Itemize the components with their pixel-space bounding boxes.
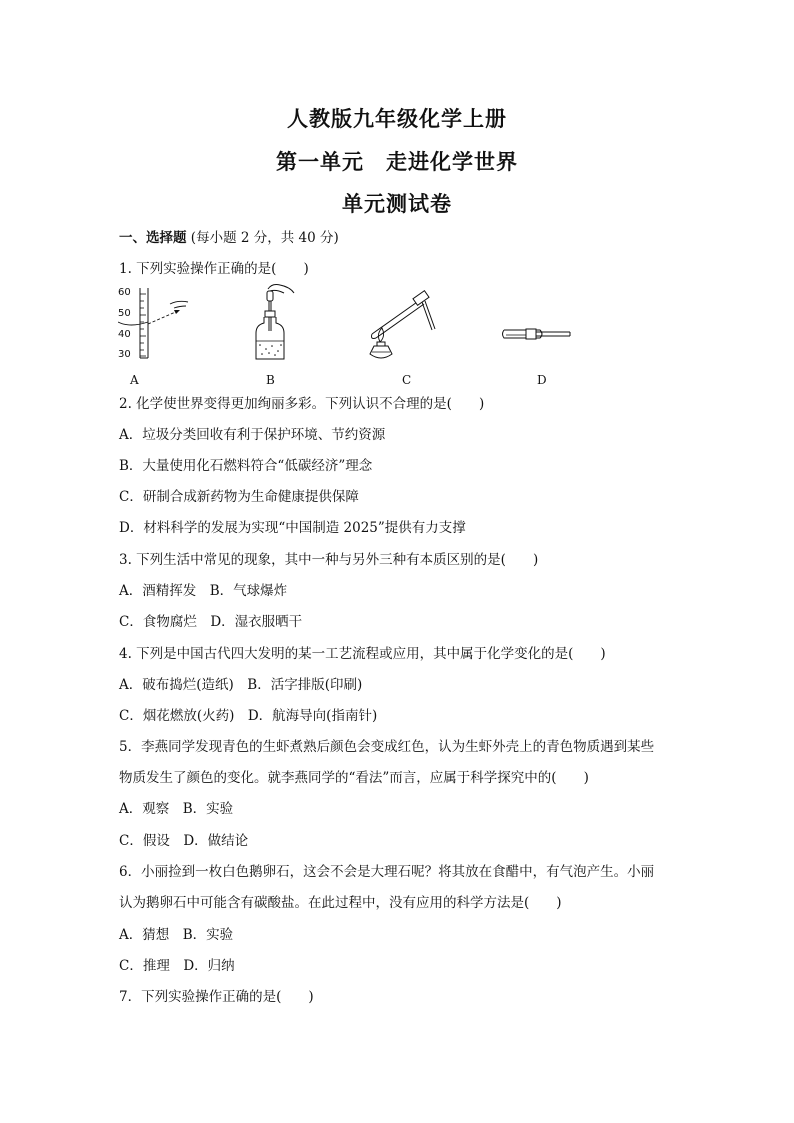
question-4-options-cd: C．烟花燃放(火药) D．航海导向(指南针) bbox=[119, 708, 378, 724]
figure-label-b: B bbox=[266, 373, 275, 387]
section-heading: 一、选择题 bbox=[119, 230, 187, 246]
figure-label-a: A bbox=[130, 373, 139, 387]
figure-label-c: C bbox=[402, 373, 412, 387]
question-2-option-b: B．大量使用化石燃料符合“低碳经济”理念 bbox=[119, 458, 373, 474]
unit-title: 第一单元 走进化学世界 bbox=[276, 150, 518, 174]
heating-tube-illustration bbox=[366, 286, 446, 362]
figure-d-tube-holder bbox=[500, 324, 572, 344]
question-3-options-cd: C．食物腐烂 D．湿衣服晒干 bbox=[119, 614, 303, 630]
question-6-options-cd: C．推理 D．归纳 bbox=[119, 958, 235, 974]
figure-b-dropper bbox=[250, 283, 300, 363]
question-3: 3. 下列生活中常见的现象，其中一种与另外三种有本质区别的是( ) bbox=[119, 552, 539, 568]
question-5-options-ab: A．观察 B．实验 bbox=[119, 801, 234, 817]
figure-label-d: D bbox=[537, 373, 547, 387]
question-1: 1. 下列实验操作正确的是( ) bbox=[119, 261, 309, 277]
question-4-options-ab: A．破布捣烂(造纸) B．活字排版(印刷) bbox=[119, 677, 363, 693]
question-5-options-cd: C．假设 D．做结论 bbox=[119, 833, 249, 849]
question-2-option-a: A．垃圾分类回收有利于保护环境、节约资源 bbox=[119, 427, 386, 443]
cylinder-tick-50: 50 bbox=[118, 308, 131, 319]
tube-holder-illustration bbox=[500, 324, 572, 344]
figure-a-cylinder bbox=[118, 286, 198, 362]
question-6-options-ab: A．猜想 B．实验 bbox=[119, 927, 234, 943]
question-5-line-2: 物质发生了颜色的变化。就李燕同学的“看法”而言，应属于科学探究中的( ) bbox=[119, 770, 589, 786]
question-3-options-ab: A．酒精挥发 B．气球爆炸 bbox=[119, 583, 288, 599]
cylinder-tick-30: 30 bbox=[118, 349, 131, 360]
exam-title: 人教版九年级化学上册 bbox=[287, 107, 507, 131]
test-title: 单元测试卷 bbox=[342, 192, 452, 216]
question-5-line-1: 5．李燕同学发现青色的生虾煮熟后颜色会变成红色，认为生虾外壳上的青色物质遇到某些 bbox=[119, 739, 655, 755]
figure-c-heating bbox=[366, 286, 446, 362]
question-4: 4. 下列是中国古代四大发明的某一工艺流程或应用，其中属于化学变化的是( ) bbox=[119, 646, 606, 662]
question-2-option-d: D．材料科学的发展为实现“中国制造 2025”提供有力支撑 bbox=[119, 520, 466, 536]
question-2-option-c: C．研制合成新药物为生命健康提供保障 bbox=[119, 489, 359, 505]
section-note: (每小题 2 分，共 40 分) bbox=[190, 230, 339, 246]
question-6-line-2: 认为鹅卵石中可能含有碳酸盐。在此过程中，没有应用的科学方法是( ) bbox=[119, 895, 562, 911]
cylinder-tick-60: 60 bbox=[118, 287, 131, 298]
question-2: 2. 化学使世界变得更加绚丽多彩。下列认识不合理的是( ) bbox=[119, 396, 485, 412]
cylinder-tick-40: 40 bbox=[118, 329, 131, 340]
question-6-line-1: 6．小丽捡到一枚白色鹅卵石，这会不会是大理石呢？将其放在食醋中，有气泡产生。小丽 bbox=[119, 864, 655, 880]
dropper-bottle-illustration bbox=[250, 283, 300, 363]
question-7: 7．下列实验操作正确的是( ) bbox=[119, 989, 314, 1005]
section-heading-row bbox=[119, 229, 339, 247]
